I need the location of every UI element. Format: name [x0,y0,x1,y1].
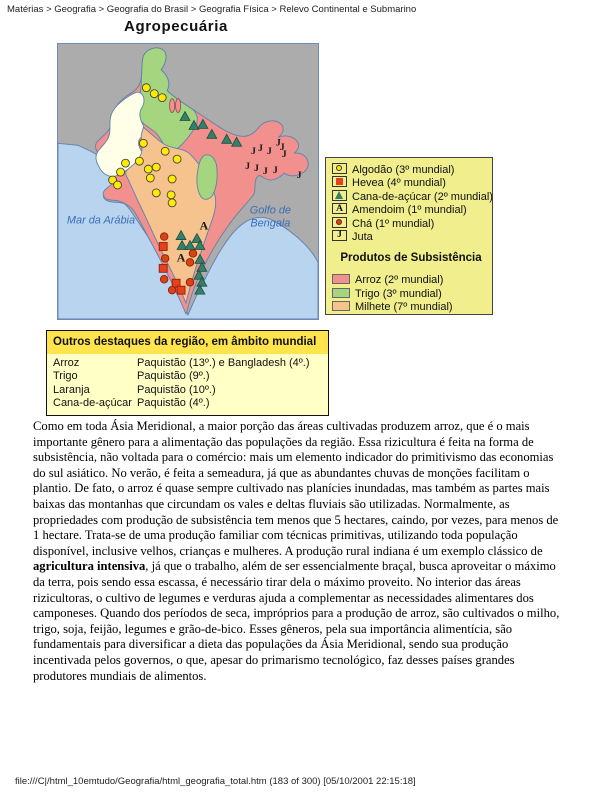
legend-item-cha [332,217,492,230]
milhete-color-swatch [332,301,350,311]
legend-item-label: Cana-de-açúcar (2º mundial) [352,190,493,203]
detail-cell: Paquistão (10º.) [137,383,216,396]
table-row [47,357,328,370]
highlights-table-body [47,354,328,415]
highlights-table [46,330,329,416]
legend-item-label: Juta [352,230,373,243]
hevea-map-symbol [177,286,185,294]
amendoim-map-symbol: A [176,250,186,265]
trigo-color-swatch [332,288,350,298]
algodao-map-symbol [173,155,181,163]
legend-item-label: Trigo (3º mundial) [355,287,442,300]
juta-map-symbol: J [262,166,268,178]
algodao-map-symbol [152,189,160,197]
hevea-map-symbol [159,243,167,251]
cha-map-symbol [168,286,176,294]
cha-map-symbol [186,278,194,286]
juta-map-symbol: J [272,165,278,177]
algodao-map-symbol [168,175,176,183]
table-row [47,370,328,383]
legend-item-cana [332,190,492,203]
india-map-svg [58,44,318,319]
juta-map-symbol: J [245,161,251,173]
legend-item-milhete [332,301,492,314]
breadcrumb: Matérias > Geografia > Geografia do Brasil > Geografia Física > Relevo Continental e Submarino [7,4,417,15]
detail-cell: Paquistão (4º.) [137,396,210,409]
cha-map-symbol [186,259,194,267]
juta-letter-icon: J [332,230,347,241]
algodao-map-symbol [139,139,147,147]
juta-map-symbol: J [275,137,281,149]
cha-circle-icon [332,217,347,228]
cha-map-symbol [161,255,169,263]
arroz-color-swatch [332,274,350,284]
cha-map-symbol [160,233,168,241]
algodao-map-symbol [142,84,150,92]
product-cell: Cana-de-açúcar [53,396,132,409]
detail-cell: Paquistão (13º.) e Bangladesh (4º.) [137,357,310,369]
algodao-map-symbol [122,159,130,167]
file-path-footer: file:///C|/html_10emtudo/Geografia/html_geografia_total.htm (183 of 300) [05/10/2001 22:15:18] [15,776,416,787]
algodao-map-symbol [158,94,166,102]
legend-item-label: Hevea (4º mundial) [352,177,446,190]
cana-triangle-icon [332,190,347,201]
product-cell: Laranja [53,383,90,396]
algodao-map-symbol [114,181,122,189]
article-text: , já que o trabalho, além de ser essencialmente braçal, busca aproveitar o máximo da terra, pois sendo essa escassa, é necessário tirar dela o máximo proveito. No interior das áreas rizicultoras, o cultivo de legumes e verduras ajuda a complementar as necessidades alimentares dos camponeses. Quando dos períodos de seca, impróprios para a produção de arroz, são cultivados o milho, trigo, soja, feijão, legumes e grão-de-bico. Esses gêneros, pela sua importância alimentícia, são fundamentais para diversificar a dieta das populações da Ásia Meridional, sendo sua produção incentivada pelos governos, o que, apesar do primarismo tecnológico, faz desses países grandes produtores mundiais de alimentos. [33,559,560,683]
legend-item-label: Algodão (3º mundial) [352,164,455,176]
legend-item-hevea [332,176,492,189]
wheat-patch-east [197,155,217,200]
amendoim-map-symbol: A [199,218,209,233]
table-row [47,384,328,397]
legend-item-algodao [332,163,492,176]
amendoim-letter-icon: A [332,203,347,214]
legend-item-trigo [332,288,492,301]
juta-map-symbol: J [279,142,285,154]
article-paragraph [33,419,564,684]
detail-cell: Paquistão (9º.) [137,370,210,383]
product-cell: Arroz [53,357,80,369]
algodao-map-symbol [135,157,143,165]
legend-item-amendoim [332,203,492,216]
subsistence-header: Produtos de Subsistência [340,252,482,265]
algodao-map-symbol [161,147,169,155]
mountain-pass-oval [175,99,180,113]
product-cell: Trigo [53,370,78,383]
bengal-gulf-label-line1: Golfo de [249,204,291,217]
highlights-table-header: Outros destaques da região, em âmbito mundial [47,331,328,354]
algodao-map-symbol [150,90,158,98]
article-bold-phrase: agricultura intensiva [33,559,146,574]
bengal-gulf-label-line2: Bengala [250,217,291,230]
article-text: Como em toda Ásia Meridional, a maior porção das áreas cultivadas produzem arroz, que é o mais importante gênero para a alimentação das populações da região. Essa rizicultura é feita na forma de subsistência, não voltada para o comércio: mais um elemento indicador do primitivismo das economias do sul asiático. No verão, é feita a semeadura, já que as abundantes chuvas de monções facilitam o plantio. De fato, o arroz é quase sempre cultivado nas planícies inundadas, mas também as partes mais baixas das montanhas que circundam os vales e deltas fluviais são utilizadas. Normalmente, as propriedades com produção de subsistência tem menos que 5 hectares, caindo, por vezes, para menos de 1 hectare. Trata-se de uma produção familiar com técnicas primitivas, utilizando toda população disponível, inclusive velhos, crianças e mulheres. A produção rural indiana é um exemplo clássico de [33,419,559,558]
arabian-sea-label: Mar da Arábia [66,214,136,227]
algodao-map-symbol [146,174,154,182]
algodao-map-symbol [152,163,160,171]
legend-item-label: Chá (1º mundial) [352,217,435,230]
cha-map-symbol [160,275,168,283]
legend-item-label: Arroz (2º mundial) [355,274,444,287]
legend-item-label: Milhete (7º mundial) [355,301,453,314]
mountain-pass-oval [170,99,175,113]
map-legend [325,157,493,315]
page-title: Agropecuária [124,18,228,35]
legend-item-arroz [332,274,492,287]
juta-map-symbol: J [281,149,287,161]
hevea-square-icon [332,176,347,187]
cha-map-symbol [189,250,197,258]
juta-map-symbol: J [251,146,256,158]
algodao-map-symbol [144,165,152,173]
algodao-map-symbol [168,199,176,207]
juta-map-symbol: J [253,163,259,175]
legend-item-label: Amendoim (1º mundial) [352,204,467,217]
table-row [47,397,328,410]
hevea-map-symbol [159,264,167,272]
india-map [57,43,319,320]
algodao-map-symbol [167,191,175,199]
juta-map-symbol: J [266,146,272,158]
juta-map-symbol: J [257,143,263,155]
algodao-map-symbol [117,168,125,176]
algodao-circle-icon [332,163,347,174]
juta-map-symbol: J [296,170,302,182]
legend-item-juta [332,230,492,243]
